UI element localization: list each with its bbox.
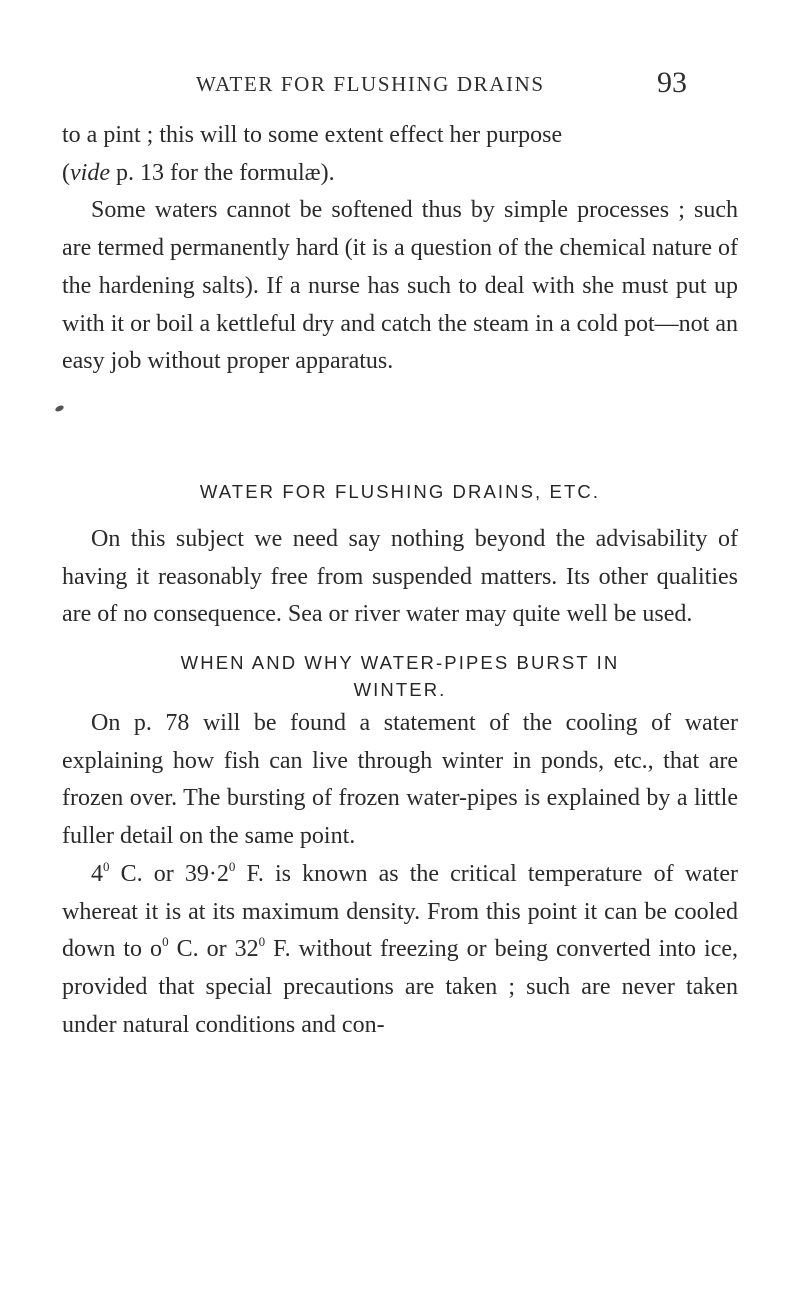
- paragraph-permanent-hardness: Some waters cannot be softened thus by simple processes ; such are termed permanently hard (it is a question of the chemical nature of the hardening salts). If a nurse has such to deal with she must put up with it or boil a kettleful dry and catch the steam in a cold pot—not an easy job without proper apparatus.: [62, 197, 738, 375]
- heading-water-pipes-burst: [62, 649, 738, 703]
- section-water-softening: [62, 117, 738, 381]
- text-reference: p. 13 for the formulæ).: [109, 159, 335, 186]
- degree-mark: 0: [162, 934, 169, 950]
- text-fragment: C. or 39·2: [109, 860, 229, 887]
- heading-line: WHEN AND WHY WATER-PIPES BURST IN: [180, 652, 620, 673]
- section-flushing-drains: [62, 521, 738, 634]
- heading-flushing-drains: WATER FOR FLUSHING DRAINS, ETC.: [199, 481, 601, 502]
- page-number: 93: [657, 66, 687, 99]
- text-fragment: 4: [91, 860, 103, 887]
- paragraph-continuation: [62, 117, 738, 192]
- text-open-paren: (: [62, 159, 70, 186]
- italic-vide: vide: [70, 159, 110, 186]
- heading-line: WINTER.: [353, 679, 447, 700]
- degree-mark: 0: [228, 858, 236, 874]
- text-fragment: F. is known as the critical temperature of water whereat it is at its maximum density. From this point it can be cooled down to o: [62, 860, 738, 963]
- text-fragment: C. or 32: [168, 936, 259, 963]
- paragraph-flushing-drains: On this subject we need say nothing beyond the advisability of having it reasonably free from suspended matters. Its other qualities are of no consequence. Sea or river water may quite well be used.: [62, 526, 738, 628]
- text-fragment: F. without freezing or being converted into ice, provided that special precautions are taken ; such are never taken under natural conditions and con-: [62, 936, 739, 1038]
- text-line: to a pint ; this will to some extent effect her purpose: [62, 122, 563, 148]
- degree-mark: 0: [258, 934, 266, 950]
- ink-smudge: [54, 404, 64, 412]
- paragraph-cooling-of-water: On p. 78 will be found a statement of the cooling of water explaining how fish can live through winter in ponds, etc., that are frozen over. The bursting of frozen water-pipes is explained by a little fuller detail on the same point.: [62, 710, 738, 850]
- degree-mark: 0: [103, 858, 110, 874]
- paragraph-critical-temperature: [62, 856, 738, 1045]
- section-water-pipes: [62, 705, 738, 1044]
- running-head: WATER FOR FLUSHING DRAINS: [196, 72, 545, 96]
